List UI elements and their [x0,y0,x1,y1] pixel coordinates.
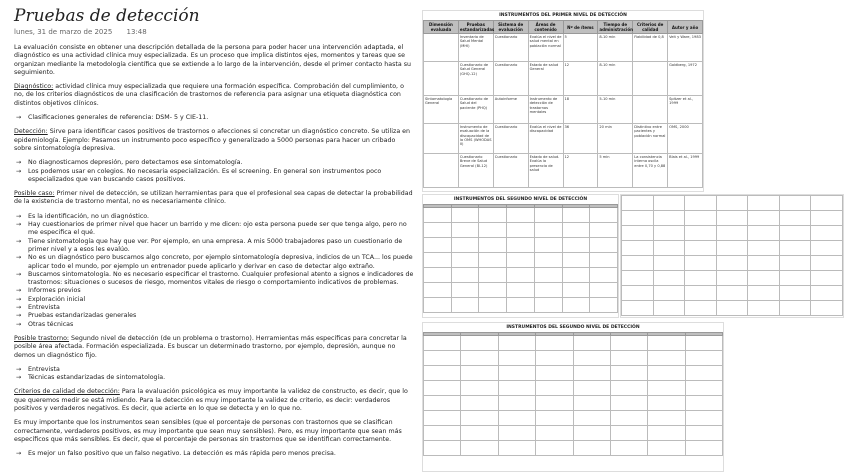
table-row [424,124,703,154]
posible-text: Primer nivel de detección, se utilizan herramientas para que el profesional sea capas de detectar la probabilidad de la existencia de trastorno mental, no es necesariamente clínico. [14,190,413,206]
criterios-heading: Criterios de calidad de detección: [14,388,120,396]
table-caption: INSTRUMENTOS DEL SEGUNDO NIVEL DE DETECCIÓN [453,197,588,202]
instrument-table [423,20,703,188]
table-cell [424,154,459,188]
table-cell: Distintivo entre pacientes y población normal [633,124,668,154]
list-item: → Otras técnicas [14,321,414,329]
table-cell: Veit y Ware, 1983 [668,34,703,62]
table-image-segundo-nivel-b [422,322,724,472]
table-cell: Cuestionario de Salud del paciente (PHQ) [458,96,493,124]
instrument-table [621,195,843,316]
table-row [424,154,703,188]
posible-trastorno-list [14,366,414,383]
table-cell: Inventario de Salud Mental (MHI) [458,34,493,62]
deteccion-paragraph [14,128,414,153]
list-item: → Es mejor un falso positivo que un falso negativo. La detección es más rápida pero menos precisa. [14,450,414,458]
instrument-table [423,332,723,456]
table-cell [633,96,668,124]
list-item: → Buscamos sintomatología. No es necesario especificar el trastorno. Cualquier profesional atento a signos e indicadores de trastornos: situaciones o sucesos de riesgo, momentos vitales de riesgo o comportamiento indicativos de problemas. [14,271,414,288]
table-cell [424,62,459,96]
table-cell: Cuestionario de Salud General (GHQ-12) [458,62,493,96]
table-header: Nº de ítems [563,21,598,34]
table-cell [633,62,668,96]
table-cell: 12 [563,62,598,96]
table-cell: OMS, 2000 [668,124,703,154]
table-cell: Estado de salud General [528,62,563,96]
deteccion-list [14,159,414,184]
table-caption: INSTRUMENTOS DEL SEGUNDO NIVEL DE DETECCIÓN [506,325,640,330]
list-item: → Informes previos [14,287,414,295]
posible-paragraph [14,190,414,207]
table-row [424,34,703,62]
diagnostico-list [14,114,414,122]
table-cell: 18 [563,96,598,124]
table-cell: Instrumento de detección de trastornos mentales [528,96,563,124]
list-item: → No diagnosticamos depresión, pero detectamos ese sintomatología. [14,159,414,167]
table-cell: Autoinforme [493,96,528,124]
table-cell: Estado de salud. Evalúa la presencia de salud [528,154,563,188]
intro-paragraph: La evaluación consiste en obtener una descripción detallada de la persona para poder hacer una intervención adaptada, el diagnóstico es una actividad clínica muy especializada. Es un proceso que implica distintos ejes, momentos y tareas que se organizan mediante la metodología científica que se extiende a lo largo de la intervención, desde el primer contacto hasta su seguimiento. [14,44,412,76]
table-header: Pruebas estandarizadas [459,22,495,32]
list-item: → Exploración inicial [14,296,414,304]
deteccion-text: Sirve para identificar casos positivos de trastornos o afecciones si concretar un diagnóstico concreto. Se utiliza en epidemiología. Ejemplo: Pasamos un instrumento poco específico y generalizado a 5000 personas para hacer un cribado sobre sintomatología depresiva. [14,128,411,152]
criterios-list [14,450,414,458]
table-header: Áreas de contenido [528,21,563,34]
table-cell: 5 [563,34,598,62]
diagnostico-heading: Diagnóstico: [14,83,54,91]
diagnostico-paragraph [14,83,414,108]
table-image-segundo-nivel-a [422,194,619,318]
table-cell: La consistencia interna oscila entre 0,70 y 0,88 [633,154,668,188]
note-page [14,6,414,464]
table-cell: 5 min [598,154,633,188]
table-cell: Spitzer et al., 1999 [668,96,703,124]
list-item: → Tiene sintomatología que hay que ver. Por ejemplo, en una empresa. A mis 5000 trabajadores paso un cuestionario de primer nivel y a esos les evalúo. [14,238,414,255]
table-cell: Blais et al., 1999 [668,154,703,188]
criterios-text: Para la evaluación psicológica es muy importante la validez de constructo, es decir, que lo que queremos medir se está midiendo. Para la detección es muy importante la validez de criterio, es decir: verdaderos positivos y verdaderos negativos. Es decir, que acierte en lo que se detecta y en lo que no. [14,388,408,412]
posible-trastorno-heading: Posible trastorno: [14,334,70,342]
list-item: → Entrevista [14,366,414,374]
table-cell: Goldberg, 1972 [668,62,703,96]
instrument-table [423,204,618,313]
posible-trastorno-paragraph [14,335,414,360]
table-header: Sistema de evaluación [493,21,528,34]
list-item: → Técnicas estandarizadas de sintomatología. [14,374,414,382]
table-image-continuation [620,194,844,318]
diagnostico-text: actividad clínica muy especializada que requiere una formación específica. Comprobación del cumplimiento, o no, de los criterios diagnósticos de una clasificación de trastornos de referencia para asignar una etiqueta diagnóstica con distintos objetivos clínicos. [14,83,404,107]
table-cell: Evalúa el nivel de salud mental en población normal [528,34,563,62]
table-cell: Cuestionario Breve de Salud General (BI-12) [458,154,493,188]
posible-trastorno-text: Segundo nivel de detección (de un problema o trastorno). Herramientas más específicas para concretar la posible área afectada. Formación especializada. Es buscar un determinado trastorno, por ejemplo, depresión, aunque no demos un diagnóstico fijo. [14,334,407,359]
table-cell: 8-10 min [598,62,633,96]
list-item: → Pruebas estandarizadas generales [14,312,414,320]
table-row [424,96,703,124]
table-cell: Instrumento de evaluación de la discapacidad de la OMS (WHODAS II) [458,124,493,154]
table-cell: 20 min [598,124,633,154]
note-date: lunes, 31 de marzo de 2025 [14,28,113,36]
list-item: → Los podemos usar en colegios. No necesaria especialización. Es el screening. En general son instrumentos poco especializados que van buscando casos positivos. [14,168,414,185]
table-image-primer-nivel [422,10,704,192]
table-cell: Cuestionario [493,154,528,188]
deteccion-heading: Detección: [14,128,48,136]
table-cell: Fiabilidad de 0,8 [633,34,668,62]
table-row [424,62,703,96]
list-item: → Clasificaciones generales de referencia: DSM- 5 y CIE-11. [14,114,414,122]
criterios-paragraph [14,388,414,413]
table-cell: 5-10 min [598,96,633,124]
table-cell: 36 [563,124,598,154]
note-meta [14,28,414,36]
page-title: Pruebas de detección [14,6,200,26]
table-header: Criterios de calidad [633,21,668,34]
table-cell [424,124,459,154]
table-cell: Cuestionario [493,124,528,154]
list-item: → Hay cuestionarios de primer nivel que hacer un barrido y me dicen: ojo esta persona puede ser que tenga algo, pero no me especifica el qué. [14,221,414,238]
table-cell [424,34,459,62]
table-cell: 8-10 min [598,34,633,62]
table-header: Autor y año [668,21,703,34]
list-item: → Entrevista [14,304,414,312]
table-cell: 12 [563,154,598,188]
table-cell: Evalúa el nivel de discapacidad [528,124,563,154]
table-header: Dimensión evaluada [424,21,459,34]
table-header: Tiempo de administración [599,22,633,32]
posible-list [14,213,414,329]
table-cell: Cuestionario [493,34,528,62]
criterios-paragraph-2: Es muy importante que los instrumentos sean sensibles (que el porcentaje de personas con trastornos que se clasifican correctamente, verdaderos positivos, es muy importante que sean muy sensibles). Pero, es muy importante que sean más específicos que más sensibles. Es decir, que el porcentaje de personas sin trastornos que se identifican correctamente. [14,419,402,443]
list-item: → No es un diagnóstico pero buscamos algo concreto, por ejemplo sintomatología depresiva, indicios de un TCA... los puede aplicar todo el mundo, por ejemplo un entrenador puede aplicarlo y derivar en caso de detectar algo extraño. [14,254,414,271]
list-item: → Es la identificación, no un diagnóstico. [14,213,414,221]
table-caption: INSTRUMENTOS DEL PRIMER NIVEL DE DETECCIÓN [499,13,627,18]
table-cell: Sintomatología General [424,96,459,124]
note-time: 13:48 [126,28,147,36]
posible-heading: Posible caso: [14,190,55,198]
table-cell: Cuestionario [493,62,528,96]
